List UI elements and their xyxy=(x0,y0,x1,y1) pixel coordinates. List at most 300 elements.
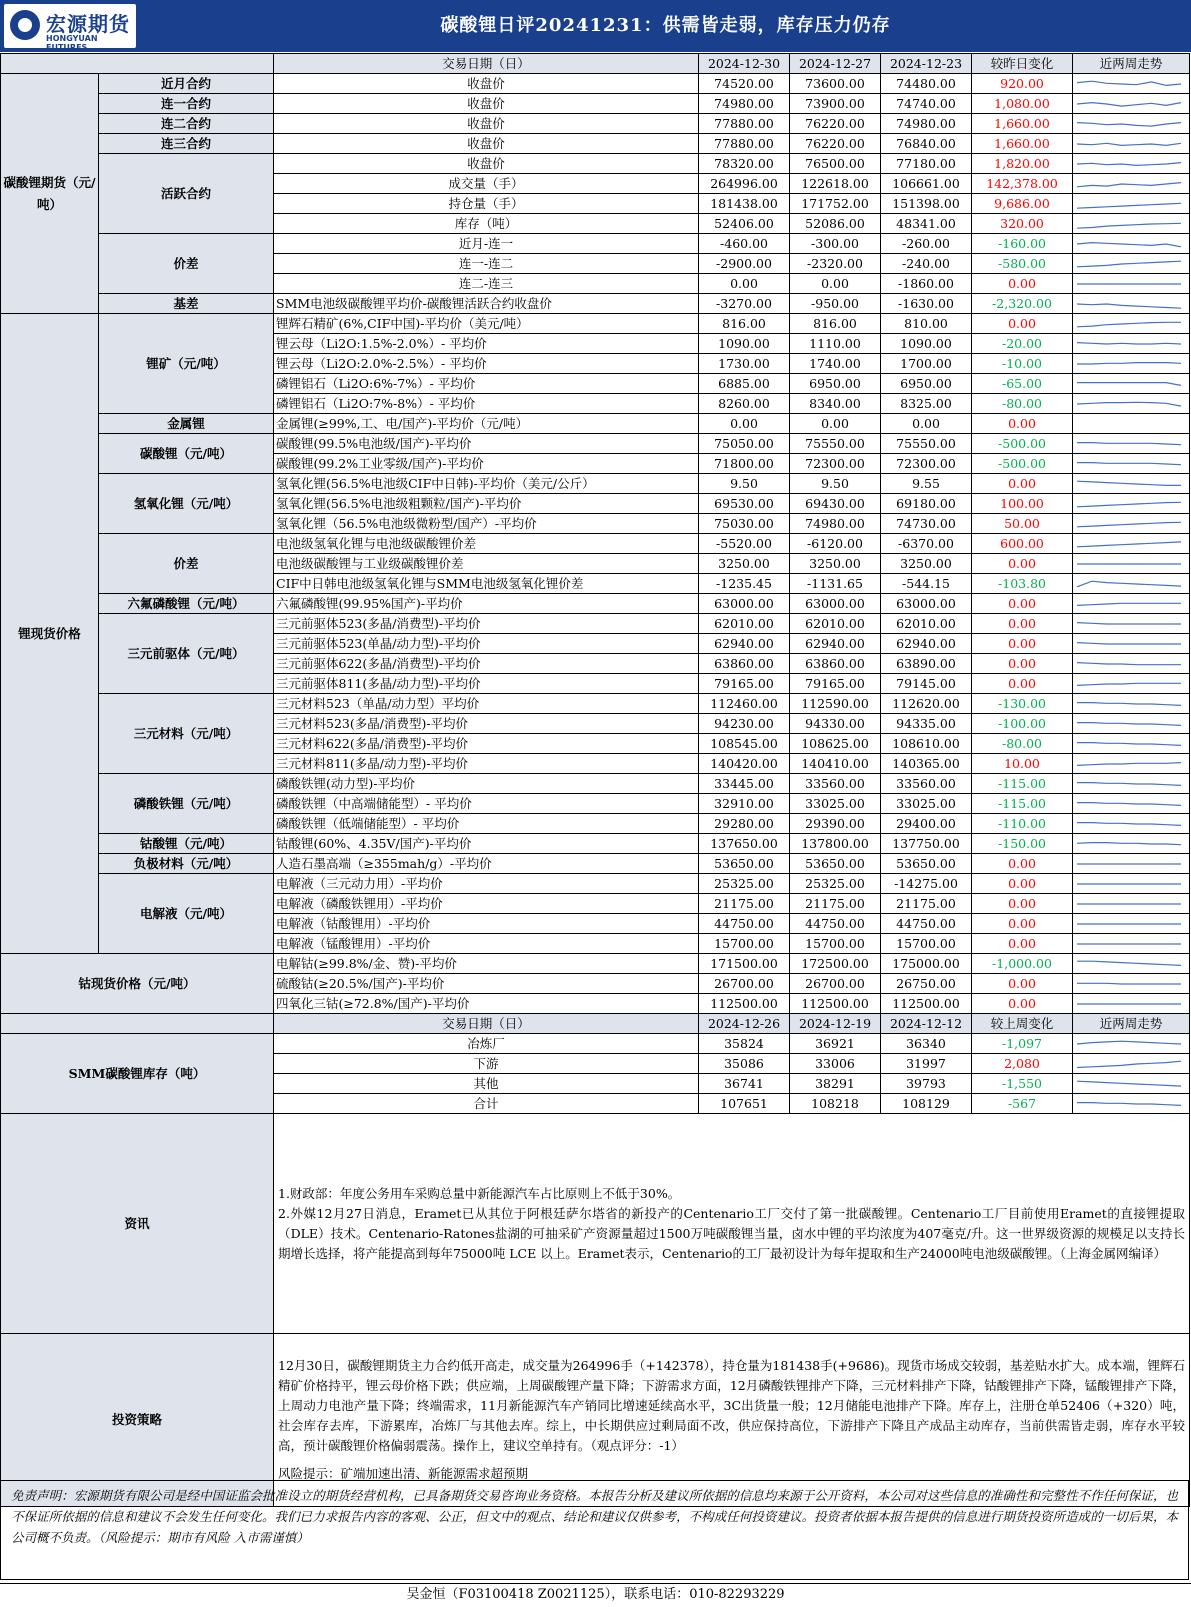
header-date-3: 2024-12-12 xyxy=(881,1014,972,1034)
item-name: 收盘价 xyxy=(274,154,699,174)
value-d3: 79145.00 xyxy=(881,674,972,694)
value-d1: -3270.00 xyxy=(699,294,790,314)
change-value: -1,000.00 xyxy=(972,954,1073,974)
value-d2: 108218 xyxy=(790,1094,881,1114)
value-d1: 44750.00 xyxy=(699,914,790,934)
value-d3: 36340 xyxy=(881,1034,972,1054)
trend-sparkline xyxy=(1073,114,1190,134)
value-d1: 63860.00 xyxy=(699,654,790,674)
value-d2: 9.50 xyxy=(790,474,881,494)
trend-line xyxy=(1077,622,1181,623)
trend-line xyxy=(1077,782,1181,785)
value-d1: 140420.00 xyxy=(699,754,790,774)
value-d2: -300.00 xyxy=(790,234,881,254)
trend-line xyxy=(1077,802,1181,805)
item-name: 三元材料523（单晶/动力型）平均价 xyxy=(274,694,699,714)
value-d3: -544.15 xyxy=(881,574,972,594)
value-d1: 63000.00 xyxy=(699,594,790,614)
item-name: SMM电池级碳酸锂平均价-碳酸锂活跃合约收盘价 xyxy=(274,294,699,314)
group-label: 锂矿（元/吨） xyxy=(99,314,274,414)
group-label: 三元前驱体（元/吨） xyxy=(99,614,274,694)
value-d3: 108129 xyxy=(881,1094,972,1114)
table-row xyxy=(1,694,1190,714)
trend-line xyxy=(1077,242,1181,246)
value-d3: 69180.00 xyxy=(881,494,972,514)
trend-line xyxy=(1077,1061,1181,1067)
trend-line xyxy=(1077,122,1181,126)
header-blank xyxy=(1,54,274,74)
value-d2: 0.00 xyxy=(790,414,881,434)
trend-sparkline xyxy=(1073,234,1190,254)
value-d2: 94330.00 xyxy=(790,714,881,734)
item-name: 氢氧化锂(56.5%电池级粗颗粒/国产)-平均价 xyxy=(274,494,699,514)
value-d1: 52406.00 xyxy=(699,214,790,234)
trend-sparkline xyxy=(1073,674,1190,694)
trend-sparkline xyxy=(1073,374,1190,394)
trend-sparkline xyxy=(1073,534,1190,554)
value-d3: 53650.00 xyxy=(881,854,972,874)
item-name: 锂云母（Li2O:1.5%-2.0%）- 平均价 xyxy=(274,334,699,354)
value-d3: -260.00 xyxy=(881,234,972,254)
change-value: -115.00 xyxy=(972,794,1073,814)
data-table xyxy=(0,53,1190,1507)
item-name: 氢氧化锂（56.5%电池级微粉型/国产）-平均价 xyxy=(274,514,699,534)
header-trend: 近两周走势 xyxy=(1073,54,1190,74)
value-d3: 75550.00 xyxy=(881,434,972,454)
item-name: 电解液（三元动力用）-平均价 xyxy=(274,874,699,894)
value-d2: 62940.00 xyxy=(790,634,881,654)
value-d3: 8325.00 xyxy=(881,394,972,414)
value-d3: 140365.00 xyxy=(881,754,972,774)
report-title: 碳酸锂日评20241231：供需皆走弱，库存压力仍存 xyxy=(440,15,891,36)
trend-line xyxy=(1077,462,1181,464)
trend-line xyxy=(1077,581,1181,587)
header-trend: 近两周走势 xyxy=(1073,1014,1190,1034)
change-value: -100.00 xyxy=(972,714,1073,734)
value-d2: 76220.00 xyxy=(790,114,881,134)
trend-sparkline xyxy=(1073,874,1190,894)
value-d3: 112620.00 xyxy=(881,694,972,714)
trend-line xyxy=(1077,362,1181,363)
trend-sparkline xyxy=(1073,774,1190,794)
basis-label: 基差 xyxy=(99,294,274,314)
change-value: 0.00 xyxy=(972,554,1073,574)
table-row xyxy=(1,954,1190,974)
value-d3: 33025.00 xyxy=(881,794,972,814)
value-d2: 112590.00 xyxy=(790,694,881,714)
group-label: 价差 xyxy=(99,534,274,594)
trend-sparkline xyxy=(1073,154,1190,174)
value-d3: 62940.00 xyxy=(881,634,972,654)
group-label: 氢氧化锂（元/吨） xyxy=(99,474,274,534)
trend-sparkline xyxy=(1073,734,1190,754)
trend-sparkline xyxy=(1073,1034,1190,1054)
value-d3: 1090.00 xyxy=(881,334,972,354)
value-d1: 25325.00 xyxy=(699,874,790,894)
trend-sparkline xyxy=(1073,514,1190,534)
trend-sparkline xyxy=(1073,1094,1190,1114)
logo-name-cn: 宏源期货 xyxy=(46,12,130,36)
trend-line xyxy=(1077,402,1181,406)
trend-sparkline xyxy=(1073,854,1190,874)
change-value: -500.00 xyxy=(972,454,1073,474)
trend-sparkline xyxy=(1073,274,1190,294)
trend-sparkline xyxy=(1073,574,1190,594)
value-d3: 0.00 xyxy=(881,414,972,434)
change-value: 0.00 xyxy=(972,934,1073,954)
value-d1: -1235.45 xyxy=(699,574,790,594)
change-value: 0.00 xyxy=(972,894,1073,914)
value-d1: 94230.00 xyxy=(699,714,790,734)
trend-sparkline xyxy=(1073,394,1190,414)
value-d1: 53650.00 xyxy=(699,854,790,874)
spread-label: 价差 xyxy=(99,234,274,294)
change-value: 0.00 xyxy=(972,474,1073,494)
change-value: 0.00 xyxy=(972,614,1073,634)
value-d3: 48341.00 xyxy=(881,214,972,234)
item-name: 锂云母（Li2O:2.0%-2.5%）- 平均价 xyxy=(274,354,699,374)
trend-sparkline xyxy=(1073,214,1190,234)
value-d2: 73600.00 xyxy=(790,74,881,94)
item-name: 连二-连三 xyxy=(274,274,699,294)
change-value: -110.00 xyxy=(972,814,1073,834)
change-value: -65.00 xyxy=(972,374,1073,394)
table-row xyxy=(1,294,1190,314)
value-d2: 8340.00 xyxy=(790,394,881,414)
change-value: -80.00 xyxy=(972,734,1073,754)
trend-line xyxy=(1077,102,1181,106)
value-d3: 108610.00 xyxy=(881,734,972,754)
value-d2: 1110.00 xyxy=(790,334,881,354)
value-d1: 108545.00 xyxy=(699,734,790,754)
active-contract-label: 活跃合约 xyxy=(99,154,274,234)
value-d2: 53650.00 xyxy=(790,854,881,874)
value-d2: 33025.00 xyxy=(790,794,881,814)
item-name: 合计 xyxy=(274,1094,699,1114)
trend-line xyxy=(1077,662,1181,664)
item-name: 六氟磷酸锂(99.95%国产)-平均价 xyxy=(274,594,699,614)
trend-line xyxy=(1077,162,1181,165)
trend-sparkline xyxy=(1073,294,1190,314)
trend-line xyxy=(1077,182,1181,186)
value-d1: 77880.00 xyxy=(699,114,790,134)
group-label: 六氟磷酸锂（元/吨） xyxy=(99,594,274,614)
value-d3: 76840.00 xyxy=(881,134,972,154)
trend-line xyxy=(1077,502,1181,507)
trend-sparkline xyxy=(1073,954,1190,974)
value-d3: -1860.00 xyxy=(881,274,972,294)
change-value: 0.00 xyxy=(972,994,1073,1014)
change-value: -103.80 xyxy=(972,574,1073,594)
table-row xyxy=(1,94,1190,114)
table-row xyxy=(1,134,1190,154)
value-d3: -240.00 xyxy=(881,254,972,274)
change-value: 10.00 xyxy=(972,754,1073,774)
table-row xyxy=(1,414,1190,434)
section-inventory: SMM碳酸锂库存（吨） xyxy=(1,1034,274,1114)
paragraph: 风险提示：矿端加速出清、新能源需求超预期 xyxy=(278,1466,529,1481)
table-row xyxy=(1,54,1190,74)
header-date-label: 交易日期（日） xyxy=(274,54,699,74)
table-row xyxy=(1,314,1190,334)
value-d1: 137650.00 xyxy=(699,834,790,854)
value-d1: 112500.00 xyxy=(699,994,790,1014)
trend-line xyxy=(1077,261,1181,267)
value-d1: -460.00 xyxy=(699,234,790,254)
item-name: 硫酸钴(≥20.5%/国产)-平均价 xyxy=(274,974,699,994)
value-d3: -14275.00 xyxy=(881,874,972,894)
change-value: 320.00 xyxy=(972,214,1073,234)
value-d3: 62010.00 xyxy=(881,614,972,634)
change-value: -1,550 xyxy=(972,1074,1073,1094)
value-d1: 29280.00 xyxy=(699,814,790,834)
trend-sparkline xyxy=(1073,994,1190,1014)
value-d1: 8260.00 xyxy=(699,394,790,414)
item-name: 电池级氢氧化锂与电池级碳酸锂价差 xyxy=(274,534,699,554)
change-value: -115.00 xyxy=(972,774,1073,794)
value-d3: 44750.00 xyxy=(881,914,972,934)
value-d2: 38291 xyxy=(790,1074,881,1094)
header-date-label: 交易日期（日） xyxy=(274,1014,699,1034)
trend-line xyxy=(1077,762,1181,765)
strategy-label: 投资策略 xyxy=(1,1334,274,1507)
value-d3: 6950.00 xyxy=(881,374,972,394)
change-value: -160.00 xyxy=(972,234,1073,254)
value-d1: 33445.00 xyxy=(699,774,790,794)
item-name: CIF中日韩电池级氢氧化锂与SMM电池级氢氧化锂价差 xyxy=(274,574,699,594)
item-name: 碳酸锂(99.5%电池级/国产)-平均价 xyxy=(274,434,699,454)
item-name: 收盘价 xyxy=(274,74,699,94)
value-d2: -1131.65 xyxy=(790,574,881,594)
trend-sparkline xyxy=(1073,354,1190,374)
contract-label: 近月合约 xyxy=(99,74,274,94)
trend-line xyxy=(1077,1041,1181,1044)
trend-line xyxy=(1077,143,1181,145)
value-d2: 1740.00 xyxy=(790,354,881,374)
table-row xyxy=(1,834,1190,854)
value-d1: 35824 xyxy=(699,1034,790,1054)
table-row xyxy=(1,1014,1190,1034)
value-d2: 171752.00 xyxy=(790,194,881,214)
change-value: 1,080.00 xyxy=(972,94,1073,114)
trend-sparkline xyxy=(1073,74,1190,94)
trend-line xyxy=(1077,322,1181,327)
group-label: 电解液（元/吨） xyxy=(99,874,274,954)
table-row xyxy=(1,114,1190,134)
table-row xyxy=(1,614,1190,634)
value-d2: 112500.00 xyxy=(790,994,881,1014)
item-name: 金属锂(≥99%,工、电/国产)-平均价（元/吨） xyxy=(274,414,699,434)
change-value: 0.00 xyxy=(972,854,1073,874)
value-d2: 76220.00 xyxy=(790,134,881,154)
value-d1: 79165.00 xyxy=(699,674,790,694)
trend-sparkline xyxy=(1073,1054,1190,1074)
trend-line xyxy=(1077,522,1181,527)
item-name: 人造石墨高端（≥355mah/g）-平均价 xyxy=(274,854,699,874)
item-name: 连一-连二 xyxy=(274,254,699,274)
trend-line xyxy=(1077,382,1181,385)
trend-line xyxy=(1077,742,1181,745)
item-name: 冶炼厂 xyxy=(274,1034,699,1054)
value-d1: 3250.00 xyxy=(699,554,790,574)
value-d3: 72300.00 xyxy=(881,454,972,474)
value-d1: 816.00 xyxy=(699,314,790,334)
item-name: 磷酸铁锂(动力型)-平均价 xyxy=(274,774,699,794)
value-d3: 15700.00 xyxy=(881,934,972,954)
table-row xyxy=(1,434,1190,454)
trend-sparkline xyxy=(1073,914,1190,934)
value-d2: 0.00 xyxy=(790,274,881,294)
trend-sparkline xyxy=(1073,454,1190,474)
trend-sparkline xyxy=(1073,414,1190,434)
value-d3: -1630.00 xyxy=(881,294,972,314)
value-d3: 3250.00 xyxy=(881,554,972,574)
value-d2: 73900.00 xyxy=(790,94,881,114)
table-row xyxy=(1,874,1190,894)
value-d2: 75550.00 xyxy=(790,434,881,454)
change-value: 2,080 xyxy=(972,1054,1073,1074)
value-d2: 62010.00 xyxy=(790,614,881,634)
item-name: 三元前驱体811(多晶/动力型)-平均价 xyxy=(274,674,699,694)
trend-sparkline xyxy=(1073,834,1190,854)
section-spot: 锂现货价格 xyxy=(1,314,99,954)
change-value: 50.00 xyxy=(972,514,1073,534)
trend-line xyxy=(1077,541,1181,546)
disclaimer: 免责声明：宏源期货有限公司是经中国证监会批准设立的期货经营机构，已具备期货交易咨询业务资格。本报告分析及建议所依据的信息均来源于公开资料，本公司对这些信息的准确性和完整性不作任何保证，也不保证所依据的信息和建议不会发生任何变化。我们已力求报告内容的客观、公正，但文中的观点、结论和建议仅供参考，不构成任何投资建议。投资者依据本报告提供的信息进行期货投资所造成的一切后果，本公司概不负责。（风险提示：期市有风险 入市需谨慎） xyxy=(0,1480,1189,1580)
company-logo xyxy=(4,4,136,52)
value-d1: 77880.00 xyxy=(699,134,790,154)
change-value: 0.00 xyxy=(972,874,1073,894)
change-value: 920.00 xyxy=(972,74,1073,94)
change-value: 0.00 xyxy=(972,654,1073,674)
value-d2: 21175.00 xyxy=(790,894,881,914)
trend-line xyxy=(1077,983,1181,984)
trend-line xyxy=(1077,481,1181,485)
group-label: 三元材料（元/吨） xyxy=(99,694,274,774)
change-value: 142,378.00 xyxy=(972,174,1073,194)
value-d1: 9.50 xyxy=(699,474,790,494)
item-name: 收盘价 xyxy=(274,134,699,154)
value-d3: 810.00 xyxy=(881,314,972,334)
change-value: 0.00 xyxy=(972,974,1073,994)
contract-label: 连一合约 xyxy=(99,94,274,114)
value-d1: 107651 xyxy=(699,1094,790,1114)
trend-sparkline xyxy=(1073,194,1190,214)
value-d2: -2320.00 xyxy=(790,254,881,274)
group-label: 磷酸铁锂（元/吨） xyxy=(99,774,274,834)
item-name: 三元材料622(多晶/消费型)-平均价 xyxy=(274,734,699,754)
item-name: 三元前驱体523(多晶/消费型)-平均价 xyxy=(274,614,699,634)
value-d3: 21175.00 xyxy=(881,894,972,914)
item-name: 其他 xyxy=(274,1074,699,1094)
value-d3: 94335.00 xyxy=(881,714,972,734)
item-name: 碳酸锂(99.2%工业零级/国产)-平均价 xyxy=(274,454,699,474)
change-value: 9,686.00 xyxy=(972,194,1073,214)
value-d2: 3250.00 xyxy=(790,554,881,574)
table-row xyxy=(1,1034,1190,1054)
change-value: 600.00 xyxy=(972,534,1073,554)
change-value: -1,097 xyxy=(972,1034,1073,1054)
trend-line xyxy=(1077,961,1181,965)
value-d1: 181438.00 xyxy=(699,194,790,214)
value-d3: 151398.00 xyxy=(881,194,972,214)
item-name: 电解液（锰酸锂用）-平均价 xyxy=(274,934,699,954)
value-d2: 172500.00 xyxy=(790,954,881,974)
contact-info: 吴金恒（F03100418 Z0021125），联系电话：010-82293229 xyxy=(0,1583,1191,1606)
trend-line xyxy=(1077,1102,1181,1105)
value-d1: 74980.00 xyxy=(699,94,790,114)
value-d2: 15700.00 xyxy=(790,934,881,954)
value-d2: -950.00 xyxy=(790,294,881,314)
change-value: 0.00 xyxy=(972,594,1073,614)
value-d1: 15700.00 xyxy=(699,934,790,954)
item-name: 四氧化三钴(≥72.8%/国产)-平均价 xyxy=(274,994,699,1014)
trend-sparkline xyxy=(1073,434,1190,454)
trend-line xyxy=(1077,342,1181,343)
change-value: 1,820.00 xyxy=(972,154,1073,174)
item-name: 收盘价 xyxy=(274,114,699,134)
trend-sparkline xyxy=(1073,174,1190,194)
value-d2: 816.00 xyxy=(790,314,881,334)
item-name: 电解液（磷酸铁锂用）-平均价 xyxy=(274,894,699,914)
trend-line xyxy=(1077,642,1181,643)
item-name: 成交量（手） xyxy=(274,174,699,194)
value-d2: 137800.00 xyxy=(790,834,881,854)
item-name: 锂辉石精矿(6%,CIF中国)-平均价（美元/吨） xyxy=(274,314,699,334)
value-d3: 74730.00 xyxy=(881,514,972,534)
logo-name-en: HONGYUAN FUTURES xyxy=(46,34,98,52)
table-row xyxy=(1,234,1190,254)
trend-sparkline xyxy=(1073,934,1190,954)
change-value: -10.00 xyxy=(972,354,1073,374)
group-label: 碳酸锂（元/吨） xyxy=(99,434,274,474)
table-row xyxy=(1,774,1190,794)
value-d2: 63000.00 xyxy=(790,594,881,614)
value-d1: 6885.00 xyxy=(699,374,790,394)
value-d1: 62940.00 xyxy=(699,634,790,654)
item-name: 下游 xyxy=(274,1054,699,1074)
trend-line xyxy=(1077,683,1181,685)
trend-sparkline xyxy=(1073,554,1190,574)
value-d1: 171500.00 xyxy=(699,954,790,974)
trend-line xyxy=(1077,81,1181,85)
value-d1: 1730.00 xyxy=(699,354,790,374)
value-d1: 32910.00 xyxy=(699,794,790,814)
group-label: 负极材料（元/吨） xyxy=(99,854,274,874)
value-d1: -5520.00 xyxy=(699,534,790,554)
value-d2: 26700.00 xyxy=(790,974,881,994)
value-d1: 69530.00 xyxy=(699,494,790,514)
trend-sparkline xyxy=(1073,714,1190,734)
value-d2: 69430.00 xyxy=(790,494,881,514)
trend-sparkline xyxy=(1073,594,1190,614)
value-d3: 74740.00 xyxy=(881,94,972,114)
news-content xyxy=(274,1114,1190,1334)
value-d3: 106661.00 xyxy=(881,174,972,194)
trend-line xyxy=(1077,603,1181,605)
value-d3: 33560.00 xyxy=(881,774,972,794)
value-d2: 33560.00 xyxy=(790,774,881,794)
item-name: 磷酸铁锂（中高端储能型）- 平均价 xyxy=(274,794,699,814)
item-name: 三元材料523(多晶/消费型)-平均价 xyxy=(274,714,699,734)
report-header xyxy=(0,0,1191,52)
trend-line xyxy=(1077,702,1181,705)
section-cobalt: 钴现货价格（元/吨） xyxy=(1,954,274,1014)
item-name: 电池级碳酸锂与工业级碳酸锂价差 xyxy=(274,554,699,574)
value-d3: 74980.00 xyxy=(881,114,972,134)
logo-mark-icon xyxy=(10,10,40,40)
value-d1: 0.00 xyxy=(699,414,790,434)
